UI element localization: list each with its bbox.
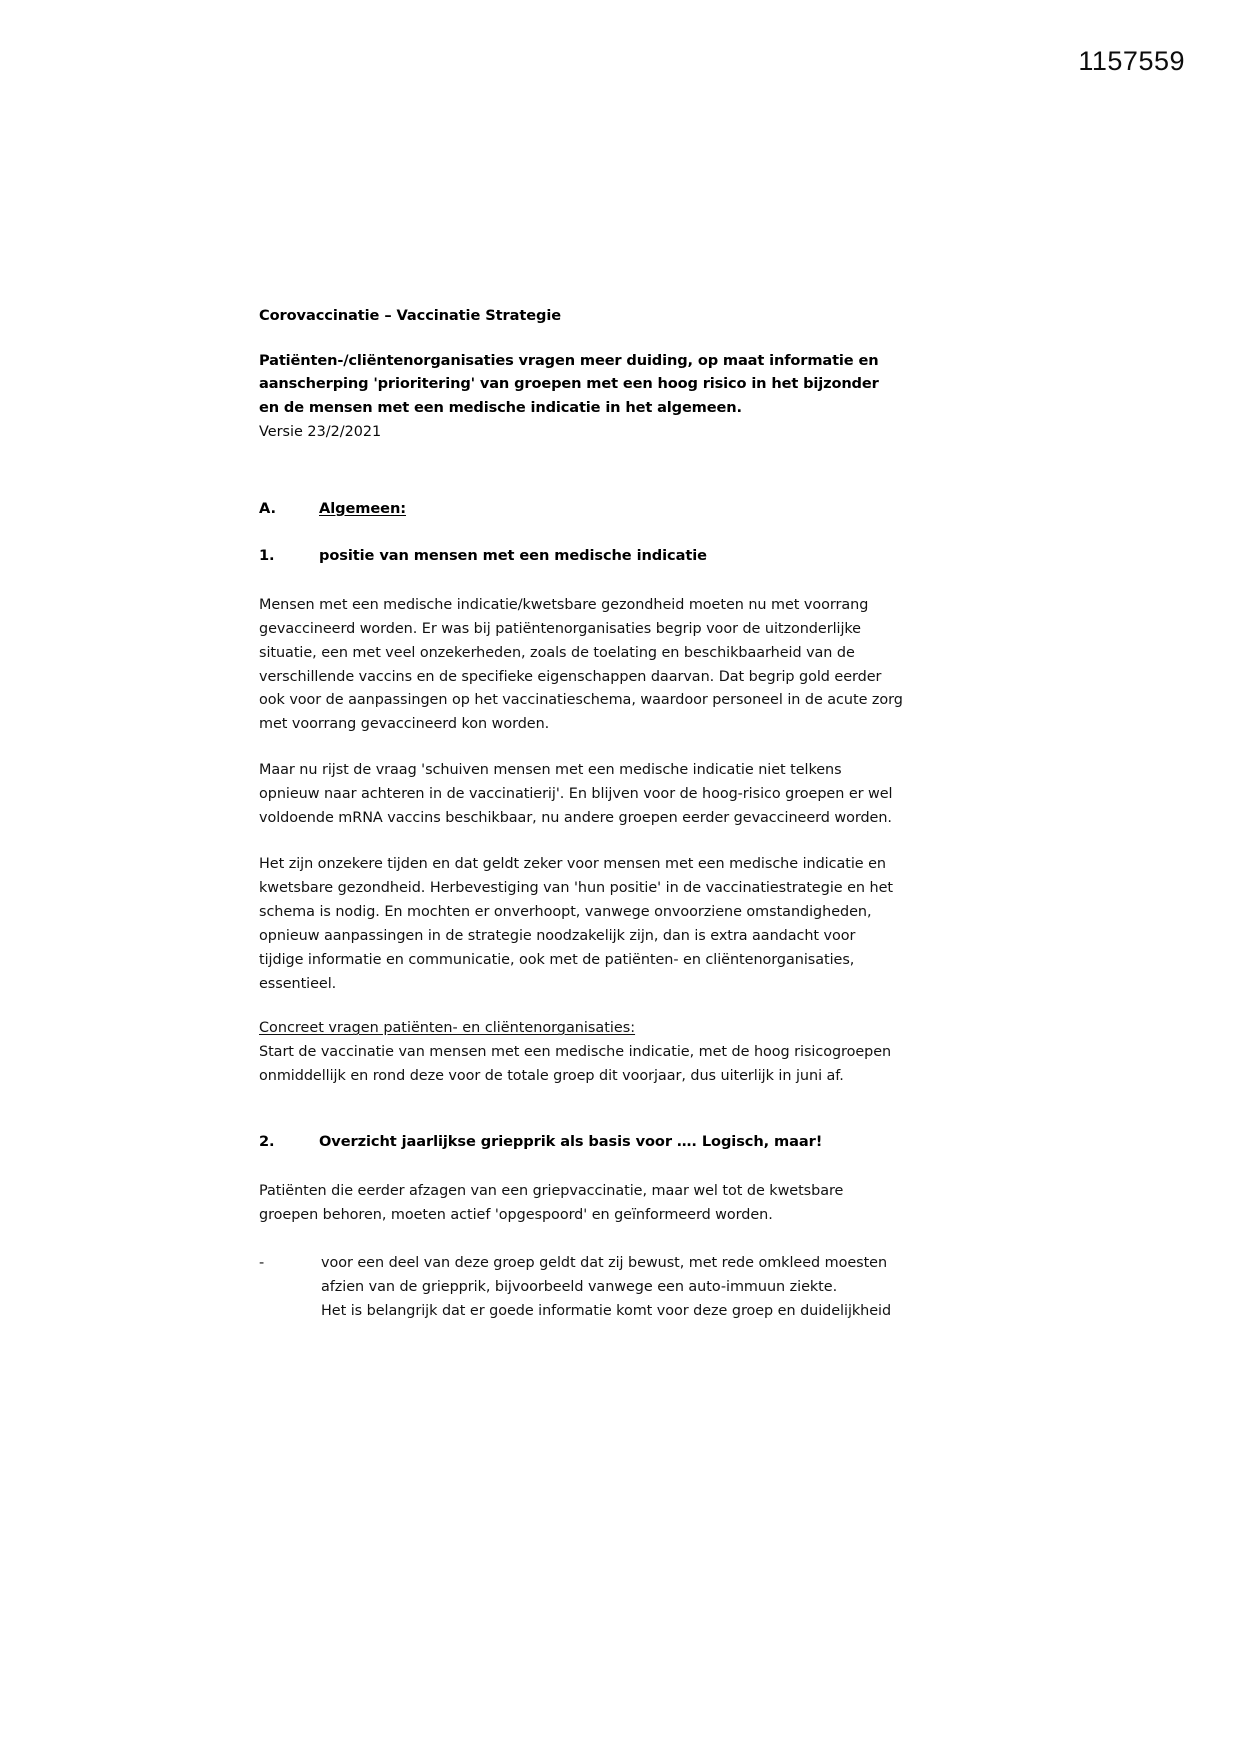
subtitle-line-1: Patiënten-/cliëntenorganisaties vragen meer duiding, op maat informatie en (259, 351, 879, 369)
paragraph: Maar nu rijst de vraag 'schuiven mensen met een medische indicatie niet telkens opnieuw naar achteren in de vaccinatierij'. En blijven voor de hoog-risico groepen er wel voldoende mRNA vaccins beschikbaar, nu andere groepen eerder gevaccineerd worden. (259, 762, 893, 827)
paragraph: Mensen met een medische indicatie/kwetsbare gezondheid moeten nu met voorrang gevaccineerd worden. Er was bij patiëntenorganisaties begrip voor de uitzonderlijke situatie, een met veel onzekerheden, zoals de toelating en beschikbaarheid van de verschillende vaccins en de specifieke eigenschappen daarvan. Dat begrip gold eerder ook voor de aanpassingen op het vaccinatieschema, waardoor personeel in de acute zorg met voorrang gevaccineerd kon worden. (259, 596, 903, 733)
section-a-label: Algemeen: (319, 499, 406, 517)
subtitle-line-2: aanscherping 'prioritering' van groepen met een hoog risico in het bijzonder (259, 375, 879, 393)
subtitle-line-3: en de mensen met een medische indicatie in het algemeen. (259, 398, 742, 416)
spacer (259, 517, 904, 547)
concrete-request-body: Start de vaccinatie van mensen met een medische indicatie, met de hoog risicogroepen onmiddellijk en rond deze voor de totale groep dit voorjaar, dus uiterlijk in juni af. (259, 1044, 892, 1085)
bullet-line-2: afzien van de griepprik, bijvoorbeeld vanwege een auto-immuun ziekte. (321, 1278, 838, 1295)
subsection-heading-2 (259, 1133, 904, 1150)
document-subtitle (259, 349, 904, 420)
document-number-stamp: 1157559 (1078, 46, 1185, 76)
document-body (259, 305, 904, 1324)
spacer (259, 1150, 904, 1180)
spacer (259, 444, 904, 500)
bullet-list-item (259, 1252, 904, 1324)
spacer (259, 996, 904, 1017)
spacer (259, 328, 904, 349)
subsection-1-marker: 1. (259, 546, 275, 564)
paragraph: Patiënten die eerder afzagen van een griepvaccinatie, maar wel tot de kwetsbare groepen behoren, moeten actief 'opgespoord' en geïnformeerd worden. (259, 1183, 844, 1224)
concrete-request-lead: Concreet vragen patiënten- en cliëntenorganisaties: (259, 1020, 636, 1037)
document-version: Versie 23/2/2021 (259, 423, 382, 440)
subsection-2-marker: 2. (259, 1133, 275, 1151)
section-a-marker: A. (259, 499, 276, 517)
spacer (259, 564, 904, 594)
document-title: Corovaccinatie – Vaccinatie Strategie (259, 307, 562, 324)
spacer (259, 1089, 904, 1133)
bullet-line-3: Het is belangrijk dat er goede informatie komt voor deze groep en duidelijkheid (321, 1302, 892, 1319)
subsection-heading-1 (259, 547, 904, 564)
subsection-1-label: positie van mensen met een medische indicatie (319, 546, 707, 564)
paragraph: Het zijn onzekere tijden en dat geldt zeker voor mensen met een medische indicatie en kwetsbare gezondheid. Herbevestiging van 'hun positie' in de vaccinatiestrategie en het schema is nodig. En mochten er onverhoopt, vanwege onvoorziene omstandigheden, opnieuw aanpassingen in de strategie noodzakelijk zijn, dan is extra aandacht voor tijdige informatie en communicatie, ook met de patiënten- en cliëntenorganisaties, essentieel. (259, 856, 893, 992)
bullet-line-1: voor een deel van deze groep geldt dat zij bewust, met rede omkleed moesten (321, 1254, 888, 1271)
subsection-2-label: Overzicht jaarlijkse griepprik als basis voor …. Logisch, maar! (319, 1133, 823, 1151)
bullet-text (321, 1252, 904, 1324)
section-heading-a (259, 500, 904, 517)
bullet-dash-marker: - (259, 1254, 265, 1271)
